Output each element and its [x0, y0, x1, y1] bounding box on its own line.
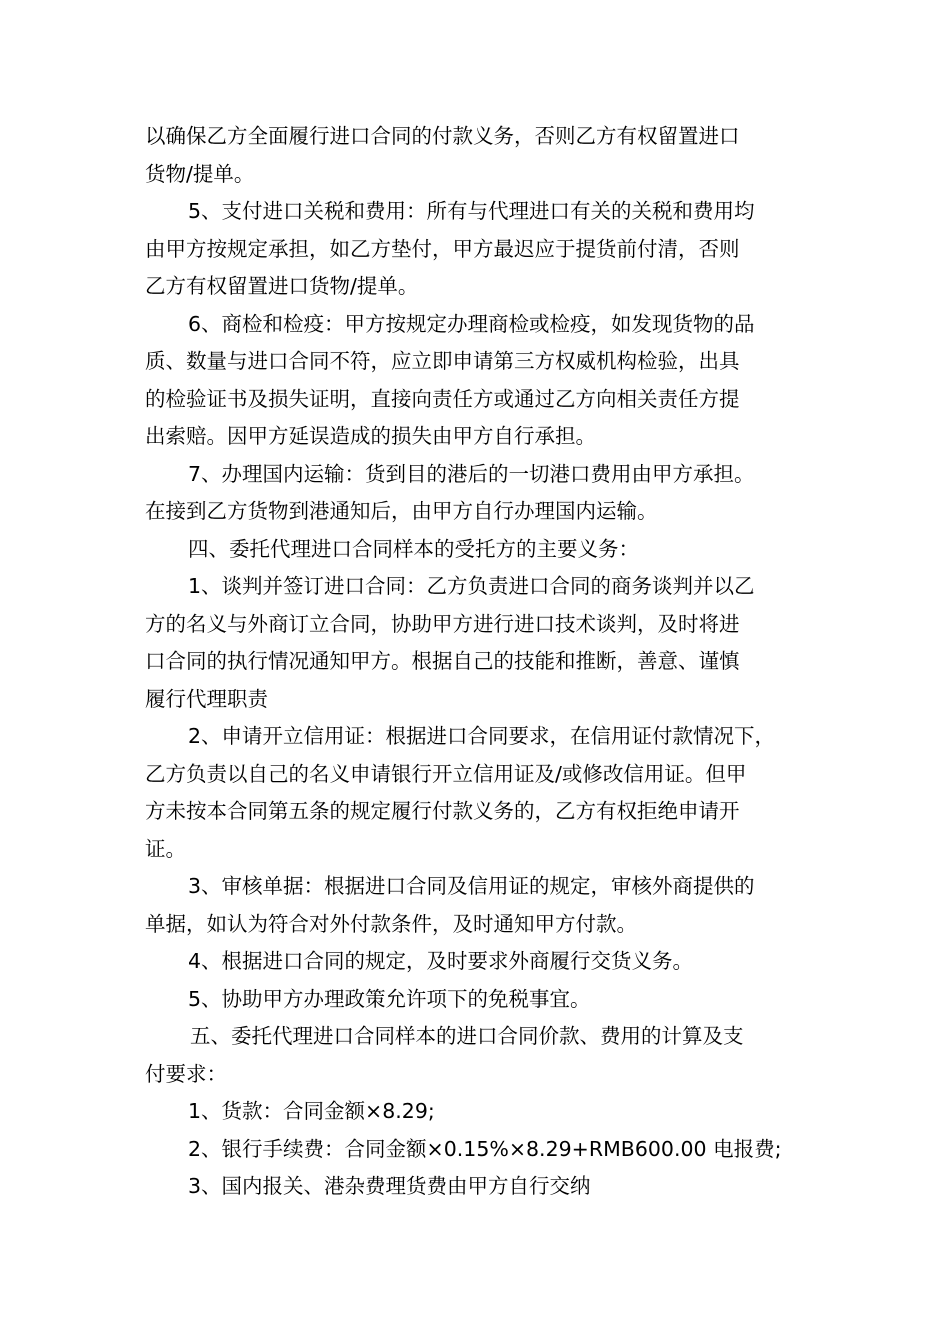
document-body	[145, 118, 810, 1206]
text-line: 方的名义与外商订立合同，协助甲方进行进口技术谈判，及时将进	[145, 611, 740, 636]
text-line: 1、谈判并签订进口合同：乙方负责进口合同的商务谈判并以乙	[188, 574, 755, 598]
text-line: 出索赔。因甲方延误造成的损失由甲方自行承担。	[145, 424, 596, 448]
paragraph-item-4-delivery	[145, 943, 810, 981]
text-line: 五、委托代理进口合同样本的进口合同价款、费用的计算及支	[190, 1024, 744, 1048]
paragraph-item-2-bank-fees	[145, 1131, 810, 1169]
text-line: 2、申请开立信用证：根据进口合同要求，在信用证付款情况下，	[188, 724, 776, 748]
text-line: 付要求：	[145, 1061, 227, 1086]
text-line: 货物/提单。	[145, 161, 255, 186]
text-line: 1、货款：合同金额×8.29;	[188, 1099, 435, 1123]
text-line: 由甲方按规定承担，如乙方垫付，甲方最迟应于提货前付清，否则	[145, 236, 740, 261]
text-line: 履行代理职责	[145, 686, 268, 711]
paragraph-item-5-duties-and-fees	[145, 193, 810, 306]
text-line: 乙方负责以自己的名义申请银行开立信用证及/或修改信用证。但甲	[145, 761, 747, 786]
text-line: 4、根据进口合同的规定，及时要求外商履行交货义务。	[188, 949, 694, 973]
paragraph-item-1-negotiate-sign	[145, 568, 810, 718]
text-line: 以确保乙方全面履行进口合同的付款义务，否则乙方有权留置进口	[145, 124, 740, 148]
paragraph-item-5-tax-exemption	[145, 981, 810, 1019]
section-heading-five	[145, 1018, 810, 1093]
text-line: 单据，如认为符合对外付款条件，及时通知甲方付款。	[145, 911, 637, 936]
text-line: 乙方有权留置进口货物/提单。	[145, 274, 419, 298]
text-line: 的检验证书及损失证明，直接向责任方或通过乙方向相关责任方提	[145, 386, 740, 411]
text-line: 证。	[145, 836, 186, 861]
paragraph-item-6-inspection-quarantine	[145, 306, 810, 456]
paragraph-item-7-domestic-transport	[145, 456, 810, 531]
paragraph-payment-obligation-continued	[145, 118, 810, 193]
text-line: 方未按本合同第五条的规定履行付款义务的，乙方有权拒绝申请开	[145, 799, 740, 823]
paragraph-item-1-goods-payment	[145, 1093, 810, 1131]
text-line: 2、银行手续费：合同金额×0.15%×8.29+RMB600.00 电报费;	[188, 1136, 782, 1161]
text-line: 在接到乙方货物到港通知后，由甲方自行办理国内运输。	[145, 499, 658, 523]
text-line: 6、商检和检疫：甲方按规定办理商检或检疫，如发现货物的品	[188, 311, 755, 336]
paragraph-item-3-customs-fees	[145, 1168, 810, 1206]
text-line: 四、委托代理进口合同样本的受托方的主要义务：	[188, 536, 639, 561]
text-line: 质、数量与进口合同不符，应立即申请第三方权威机构检验，出具	[145, 349, 740, 373]
text-line: 7、办理国内运输：货到目的港后的一切港口费用由甲方承担。	[188, 461, 755, 486]
text-line: 3、国内报关、港杂费理货费由甲方自行交纳	[188, 1174, 591, 1198]
section-heading-four	[145, 531, 810, 569]
text-line: 口合同的执行情况通知甲方。根据自己的技能和推断，善意、谨慎	[145, 649, 740, 673]
text-line: 3、审核单据：根据进口合同及信用证的规定，审核外商提供的	[188, 874, 755, 898]
text-line: 5、协助甲方办理政策允许项下的免税事宜。	[188, 986, 591, 1011]
paragraph-item-3-review-documents	[145, 868, 810, 943]
paragraph-item-2-letter-of-credit	[145, 718, 810, 868]
text-line: 5、支付进口关税和费用：所有与代理进口有关的关税和费用均	[188, 199, 755, 223]
